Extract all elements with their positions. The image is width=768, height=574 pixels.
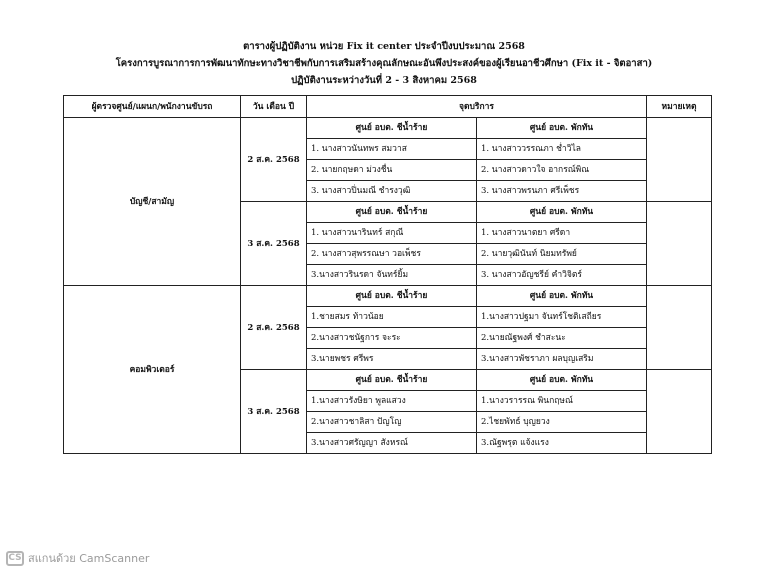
remark-cell: [647, 370, 712, 454]
staff-left: 2.นางสาวชาลิสา ปัญโญ: [307, 412, 477, 433]
center-header-row: [64, 118, 712, 139]
date-cell: 3 ส.ค. 2568: [241, 370, 307, 454]
document-titles: [0, 38, 768, 89]
staff-right: 3. นางสาวพรนภา ศรีเพ็ชร: [477, 181, 647, 202]
staff-left: 3. นางสาวปิ่นมณี ชำรงวุฒิ: [307, 181, 477, 202]
center-left-label: ศูนย์ อบต. ชีน้ำร้าย: [307, 286, 477, 307]
watermark-text: สแกนด้วย CamScanner: [28, 552, 150, 565]
header-row: [64, 96, 712, 118]
staff-left: 3.นางสาวศรัญญา สังหรณ์: [307, 433, 477, 454]
staff-left: 2. นายกฤษดา ม่วงชื่น: [307, 160, 477, 181]
center-left-label: ศูนย์ อบต. ชีน้ำร้าย: [307, 202, 477, 223]
staff-left: 3.นางสาวรินรดา จันทร์ยิ้ม: [307, 265, 477, 286]
title-line-3: ปฏิบัติงานระหว่างวันที่ 2 - 3 สิงหาคม 2568: [291, 75, 477, 86]
center-right-label: ศูนย์ อบต. พักทัน: [477, 202, 647, 223]
staff-right: 1. นางสาววรรณภา ช่ำวิไล: [477, 139, 647, 160]
date-cell: 3 ส.ค. 2568: [241, 202, 307, 286]
staff-right: 1.นางวรารรณ พินกฤษณ์: [477, 391, 647, 412]
date-cell: 2 ส.ค. 2568: [241, 286, 307, 370]
center-header-row: [64, 286, 712, 307]
staff-right: 3. นางสาวอัญชรีย์ คำวิจิตร์: [477, 265, 647, 286]
staff-right: 1.นางสาวปฐมา จันทร์โชติเสถียร: [477, 307, 647, 328]
header-group: ผู้ตรวจศูนย์/แผนก/พนักงานขับรถ: [64, 96, 241, 118]
header-service: จุดบริการ: [307, 96, 647, 118]
center-left-label: ศูนย์ อบต. ชีน้ำร้าย: [307, 370, 477, 391]
staff-left: 3.นายพชร ศรีพร: [307, 349, 477, 370]
group-name: คอมพิวเตอร์: [64, 286, 241, 454]
remark-cell: [647, 118, 712, 202]
header-date: วัน เดือน ปี: [241, 96, 307, 118]
center-right-label: ศูนย์ อบต. พักทัน: [477, 370, 647, 391]
staff-left: 1. นางสาวนารินทร์ สกุณี: [307, 223, 477, 244]
staff-right: 2.ไชยพัทธ์ บุญยวง: [477, 412, 647, 433]
title-line-2: โครงการบูรณาการการพัฒนาทักษะทางวิชาชีพกับการเสริมสร้างคุณลักษณะอันพึงประสงค์ของผู้เรียนอาชีวศึกษา (Fix it - จิตอาสา): [115, 58, 653, 69]
remark-cell: [647, 286, 712, 370]
center-right-label: ศูนย์ อบต. พักทัน: [477, 286, 647, 307]
group-name: บัญชี/สามัญ: [64, 118, 241, 286]
camscanner-watermark: [6, 549, 149, 567]
staff-right: 2. นายวุฒินันท์ นิยมทรัพย์: [477, 244, 647, 265]
center-left-label: ศูนย์ อบต. ชีน้ำร้าย: [307, 118, 477, 139]
schedule-body: [64, 118, 712, 454]
header-remark: หมายเหตุ: [647, 96, 712, 118]
staff-right: 3.ณัฐพรุต แจ้งแรง: [477, 433, 647, 454]
staff-right: 2. นางสาวดาวใจ อากรณ์พิณ: [477, 160, 647, 181]
remark-cell: [647, 202, 712, 286]
staff-left: 1.ชายสมร ท้าวน้อย: [307, 307, 477, 328]
staff-right: 1. นางสาวนาตยา ศรีดา: [477, 223, 647, 244]
title-line-1: ตารางผู้ปฏิบัติงาน หน่วย Fix it center ประจำปีงบประมาณ 2568: [243, 41, 525, 52]
staff-right: 2.นายณัฐพงศ์ ชำสะนะ: [477, 328, 647, 349]
staff-left: 2.นางสาวชนัฐการ จะระ: [307, 328, 477, 349]
center-right-label: ศูนย์ อบต. พักทัน: [477, 118, 647, 139]
date-cell: 2 ส.ค. 2568: [241, 118, 307, 202]
camscanner-logo-icon: CS: [6, 551, 24, 566]
staff-right: 3.นางสาวพัชราภา ผลบุญเสริม: [477, 349, 647, 370]
schedule-table: [63, 95, 712, 454]
staff-left: 1. นางสาวนันทพร สมวาส: [307, 139, 477, 160]
staff-left: 1.นางสาวรังษิยา พูลแสวง: [307, 391, 477, 412]
staff-left: 2. นางสาวสุพรรณษา วอเพ็ชร: [307, 244, 477, 265]
